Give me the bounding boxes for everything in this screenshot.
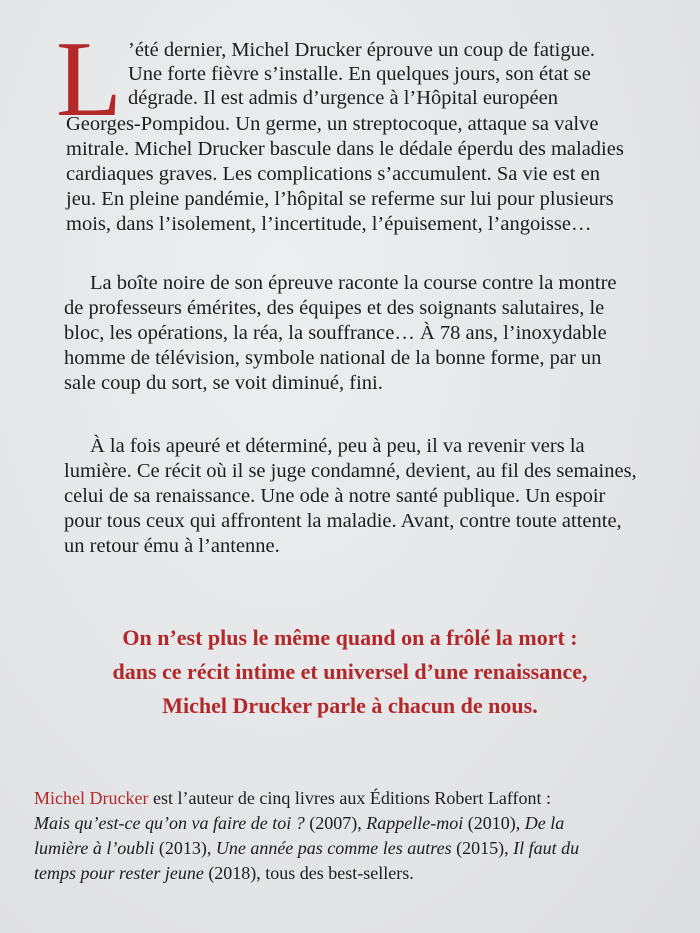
paragraph-line: À la fois apeuré et déterminé, peu à peu, il va revenir vers la <box>90 435 585 457</box>
intro-line: dégrade. Il est admis d’urgence à l’Hôpital européen <box>128 87 558 109</box>
book-year: (2015), <box>451 838 514 858</box>
bio-line <box>34 862 414 884</box>
bio-line <box>34 837 579 859</box>
paragraph-line: pour tous ceux qui affrontent la maladie. Avant, contre toute attente, <box>64 510 622 532</box>
bio-line <box>34 787 551 809</box>
book-year: (2010), <box>463 813 525 833</box>
book-title: De la <box>524 813 565 833</box>
drop-cap-letter: L <box>56 20 122 139</box>
paragraph-line: homme de télévision, symbole national de la bonne forme, par un <box>64 347 602 369</box>
paragraph-line: de professeurs émérites, des équipes et des soignants salutaires, le <box>64 297 605 319</box>
bio-text: est l’auteur de cinq livres aux Éditions Robert Laffont : <box>148 788 552 808</box>
book-title: Rappelle-moi <box>366 813 464 833</box>
intro-line: Une forte fièvre s’installe. En quelques jours, son état se <box>128 63 591 85</box>
bio-line <box>34 812 564 834</box>
intro-line: jeu. En pleine pandémie, l’hôpital se referme sur lui pour plusieurs <box>66 188 614 210</box>
intro-line: Georges-Pompidou. Un germe, un streptocoque, attaque sa valve <box>66 113 599 135</box>
intro-line: mitrale. Michel Drucker bascule dans le dédale éperdu des maladies <box>66 138 624 160</box>
author-name: Michel Drucker <box>34 788 149 808</box>
intro-line: mois, dans l’isolement, l’incertitude, l’épuisement, l’angoisse… <box>66 213 592 235</box>
paragraph-line: La boîte noire de son épreuve raconte la course contre la montre <box>90 272 617 294</box>
tagline-line: dans ce récit intime et universel d’une renaissance, <box>112 659 588 684</box>
intro-line: ’été dernier, Michel Drucker éprouve un coup de fatigue. <box>128 39 596 61</box>
tagline-line: On n’est plus le même quand on a frôlé la mort : <box>122 625 578 650</box>
paragraph-line: lumière. Ce récit où il se juge condamné, devient, au fil des semaines, <box>64 460 637 482</box>
book-year: (2018), tous des best-sellers. <box>203 863 414 883</box>
paragraph-line: un retour ému à l’antenne. <box>64 535 280 557</box>
book-title: lumière à l’oubli <box>34 838 155 858</box>
book-title: Il faut du <box>513 838 580 858</box>
book-title: temps pour rester jeune <box>34 863 204 883</box>
intro-line: cardiaques graves. Les complications s’accumulent. Sa vie est en <box>66 163 600 185</box>
book-year: (2013), <box>154 838 216 858</box>
book-title: Mais qu’est-ce qu’on va faire de toi ? <box>34 813 305 833</box>
book-title: Une année pas comme les autres <box>215 838 452 858</box>
paragraph-line: celui de sa renaissance. Une ode à notre santé publique. Un espoir <box>64 485 606 507</box>
paragraph-line: bloc, les opérations, la réa, la souffrance… À 78 ans, l’inoxydable <box>64 322 607 344</box>
tagline-line: Michel Drucker parle à chacun de nous. <box>162 693 538 718</box>
paragraph-line: sale coup du sort, se voit diminué, fini. <box>64 372 383 394</box>
book-year: (2007), <box>304 813 367 833</box>
